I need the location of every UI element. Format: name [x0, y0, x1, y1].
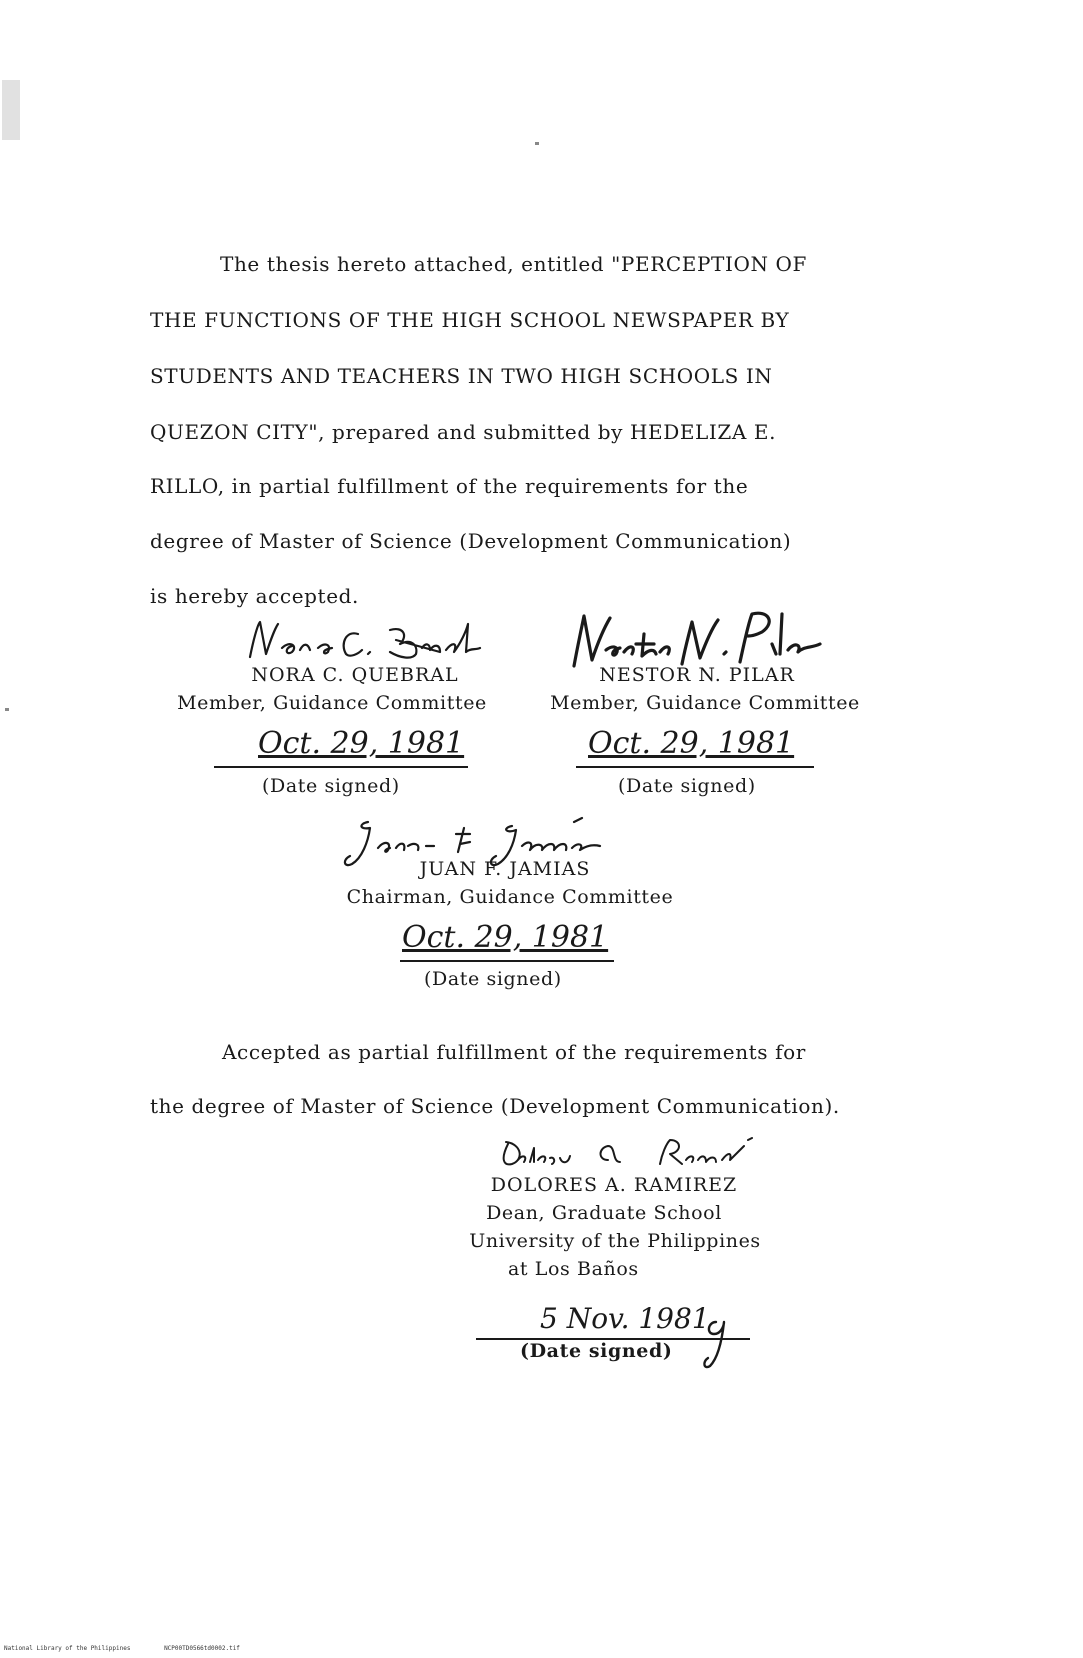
member-1-name: NORA C. QUEBRAL	[251, 664, 459, 686]
member-2-name: NESTOR N. PILAR	[599, 664, 795, 686]
paragraph-1-line: degree of Master of Science (Development Communication)	[150, 529, 792, 553]
scan-artifact	[535, 142, 539, 145]
paragraph-1-line: QUEZON CITY", prepared and submitted by HEDELIZA E.	[150, 420, 777, 444]
dean-date-handwritten: 5 Nov. 1981	[540, 1302, 710, 1335]
member-1-date-label: (Date signed)	[262, 775, 400, 797]
member-2-title: Member, Guidance Committee	[550, 692, 860, 714]
scan-footer	[4, 1645, 270, 1652]
dean-title-line: at Los Baños	[508, 1258, 639, 1280]
paragraph-1-line: is hereby accepted.	[150, 584, 359, 608]
dean-initial-mark	[700, 1314, 740, 1374]
signature-quebral	[240, 612, 500, 672]
chairman-date-label: (Date signed)	[424, 968, 562, 990]
member-2-date-label: (Date signed)	[618, 775, 756, 797]
member-1-date-rule	[214, 766, 468, 768]
member-2-date-rule	[576, 766, 814, 768]
chairman-date-rule	[400, 960, 614, 962]
paragraph-1-line: THE FUNCTIONS OF THE HIGH SCHOOL NEWSPAPER BY	[150, 308, 790, 332]
chairman-name: JUAN F. JAMIAS	[419, 858, 591, 880]
footer-file: NCP00TD0566td0002.tif	[164, 1645, 240, 1652]
member-1-date-handwritten: Oct. 29, 1981	[258, 726, 465, 761]
paragraph-2-line: the degree of Master of Science (Development Communication).	[150, 1094, 840, 1118]
dean-title-line: University of the Philippines	[469, 1230, 761, 1252]
paragraph-1-line: STUDENTS AND TEACHERS IN TWO HIGH SCHOOLS IN	[150, 364, 773, 388]
chairman-title: Chairman, Guidance Committee	[346, 886, 674, 908]
dean-date-label: (Date signed)	[520, 1340, 673, 1362]
paragraph-1-line: The thesis hereto attached, entitled "PERCEPTION OF	[220, 252, 807, 276]
scan-artifact	[2, 80, 20, 140]
paragraph-1-line: RILLO, in partial fulfillment of the requirements for the	[150, 474, 749, 498]
chairman-date-handwritten: Oct. 29, 1981	[402, 920, 609, 955]
signature-ramirez	[490, 1130, 770, 1180]
scan-artifact	[5, 708, 9, 711]
footer-library: National Library of the Philippines	[4, 1645, 131, 1652]
member-2-date-handwritten: Oct. 29, 1981	[588, 726, 795, 761]
member-1-title: Member, Guidance Committee	[177, 692, 487, 714]
paragraph-2-line: Accepted as partial fulfillment of the requirements for	[222, 1040, 806, 1064]
dean-name: DOLORES A. RAMIREZ	[490, 1174, 738, 1196]
dean-title-line: Dean, Graduate School	[486, 1202, 722, 1224]
